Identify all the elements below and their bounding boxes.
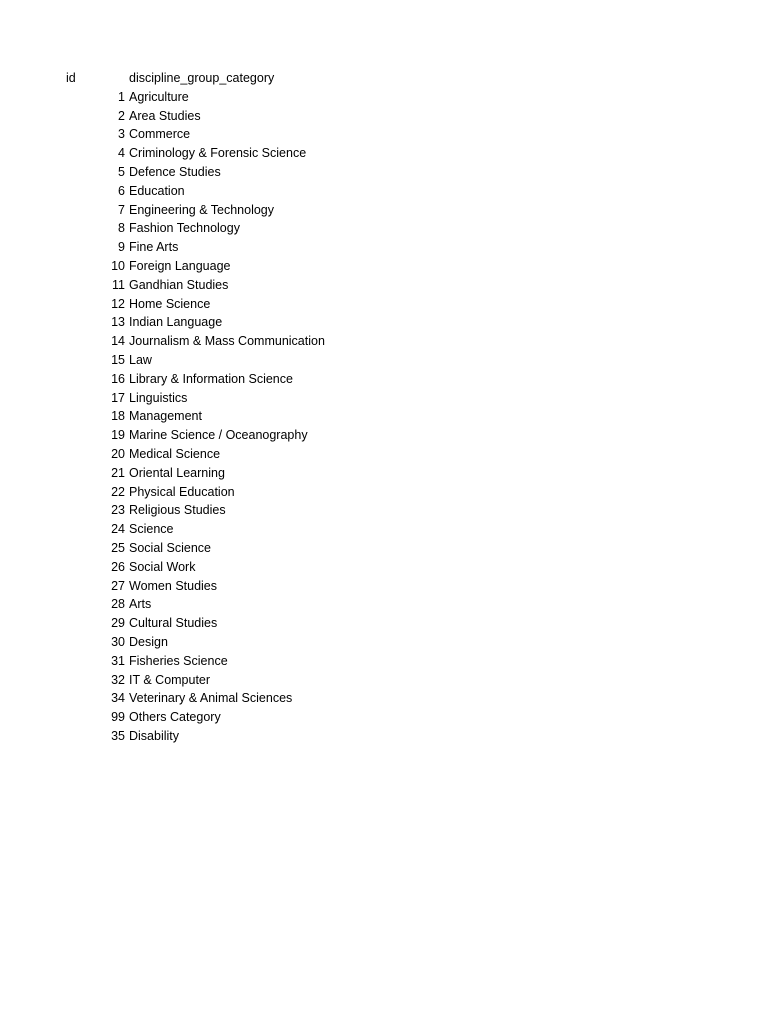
row-category-cell: Indian Language bbox=[129, 315, 223, 330]
table-row bbox=[0, 276, 768, 295]
row-category-cell: Home Science bbox=[129, 296, 211, 311]
row-id-cell: 18 bbox=[111, 409, 125, 424]
table-row bbox=[0, 257, 768, 276]
row-id-cell: 6 bbox=[118, 183, 125, 198]
table-row bbox=[0, 88, 768, 107]
row-id-cell: 19 bbox=[111, 428, 125, 443]
row-category-cell: Foreign Language bbox=[129, 258, 231, 273]
row-category-cell: Agriculture bbox=[129, 89, 189, 104]
table-row bbox=[0, 426, 768, 445]
table-row bbox=[0, 689, 768, 708]
table-header-row bbox=[0, 69, 768, 88]
row-category-cell: Fashion Technology bbox=[129, 221, 240, 236]
row-id-cell: 27 bbox=[111, 578, 125, 593]
row-category-cell: Journalism & Mass Communication bbox=[129, 334, 325, 349]
table-row bbox=[0, 727, 768, 746]
column-header-id: id bbox=[66, 71, 76, 85]
table-row bbox=[0, 577, 768, 596]
table-row bbox=[0, 595, 768, 614]
table-row bbox=[0, 219, 768, 238]
row-id-cell: 3 bbox=[118, 127, 125, 142]
row-category-cell: Oriental Learning bbox=[129, 465, 225, 480]
row-category-cell: Linguistics bbox=[129, 390, 188, 405]
table-row bbox=[0, 633, 768, 652]
row-category-cell: IT & Computer bbox=[129, 672, 211, 687]
row-id-cell: 34 bbox=[111, 691, 125, 706]
row-category-cell: Others Category bbox=[129, 710, 221, 725]
row-id-cell: 23 bbox=[111, 503, 125, 518]
row-category-cell: Social Science bbox=[129, 540, 211, 555]
row-category-cell: Fisheries Science bbox=[129, 653, 228, 668]
row-category-cell: Veterinary & Animal Sciences bbox=[129, 691, 293, 706]
row-category-cell: Law bbox=[129, 352, 152, 367]
row-id-cell: 14 bbox=[111, 334, 125, 349]
table-row bbox=[0, 238, 768, 257]
row-category-cell: Education bbox=[129, 183, 185, 198]
row-id-cell: 7 bbox=[118, 202, 125, 217]
row-id-cell: 13 bbox=[111, 315, 125, 330]
table-row bbox=[0, 313, 768, 332]
table-row bbox=[0, 370, 768, 389]
row-category-cell: Engineering & Technology bbox=[129, 202, 275, 217]
table-row bbox=[0, 182, 768, 201]
row-id-cell: 17 bbox=[111, 390, 125, 405]
table-row bbox=[0, 520, 768, 539]
row-id-cell: 31 bbox=[111, 653, 125, 668]
row-category-cell: Arts bbox=[129, 597, 152, 612]
table-row bbox=[0, 558, 768, 577]
row-category-cell: Medical Science bbox=[129, 446, 221, 461]
row-id-cell: 25 bbox=[111, 540, 125, 555]
row-category-cell: Social Work bbox=[129, 559, 196, 574]
table-row bbox=[0, 351, 768, 370]
row-id-cell: 16 bbox=[111, 371, 125, 386]
table-row bbox=[0, 144, 768, 163]
table-row bbox=[0, 389, 768, 408]
row-id-cell: 28 bbox=[111, 597, 125, 612]
row-id-cell: 1 bbox=[118, 89, 125, 104]
row-id-cell: 9 bbox=[118, 240, 125, 255]
row-category-cell: Disability bbox=[129, 728, 180, 743]
table-row bbox=[0, 445, 768, 464]
row-id-cell: 11 bbox=[112, 277, 125, 292]
row-id-cell: 26 bbox=[111, 559, 125, 574]
table-row bbox=[0, 483, 768, 502]
row-category-cell: Religious Studies bbox=[129, 503, 226, 518]
row-category-cell: Design bbox=[129, 634, 168, 649]
row-id-cell: 15 bbox=[111, 352, 125, 367]
row-id-cell: 4 bbox=[118, 146, 125, 161]
row-id-cell: 20 bbox=[111, 446, 125, 461]
table-row bbox=[0, 163, 768, 182]
row-category-cell: Women Studies bbox=[129, 578, 218, 593]
row-id-cell: 21 bbox=[111, 465, 125, 480]
row-category-cell: Cultural Studies bbox=[129, 616, 218, 631]
table-row bbox=[0, 407, 768, 426]
table-body bbox=[0, 88, 768, 746]
row-category-cell: Marine Science / Oceanography bbox=[129, 428, 308, 443]
row-id-cell: 35 bbox=[111, 728, 125, 743]
row-id-cell: 30 bbox=[111, 634, 125, 649]
row-category-cell: Fine Arts bbox=[129, 240, 179, 255]
row-id-cell: 2 bbox=[118, 108, 125, 123]
table-row bbox=[0, 125, 768, 144]
table-row bbox=[0, 332, 768, 351]
row-category-cell: Commerce bbox=[129, 127, 191, 142]
table-row bbox=[0, 464, 768, 483]
table-row bbox=[0, 614, 768, 633]
row-category-cell: Physical Education bbox=[129, 484, 235, 499]
row-category-cell: Defence Studies bbox=[129, 164, 221, 179]
table-row bbox=[0, 652, 768, 671]
table-row bbox=[0, 295, 768, 314]
row-id-cell: 32 bbox=[111, 672, 125, 687]
row-id-cell: 12 bbox=[111, 296, 125, 311]
table-row bbox=[0, 501, 768, 520]
row-id-cell: 99 bbox=[111, 710, 125, 725]
row-category-cell: Management bbox=[129, 409, 202, 424]
row-category-cell: Area Studies bbox=[129, 108, 201, 123]
row-category-cell: Library & Information Science bbox=[129, 371, 293, 386]
row-id-cell: 22 bbox=[111, 484, 125, 499]
row-category-cell: Science bbox=[129, 522, 174, 537]
row-id-cell: 8 bbox=[118, 221, 125, 236]
table-row bbox=[0, 201, 768, 220]
row-category-cell: Gandhian Studies bbox=[129, 277, 229, 292]
row-id-cell: 29 bbox=[111, 616, 125, 631]
row-category-cell: Criminology & Forensic Science bbox=[129, 146, 307, 161]
row-id-cell: 24 bbox=[111, 522, 125, 537]
discipline-table bbox=[0, 69, 768, 746]
table-row bbox=[0, 107, 768, 126]
column-header-category: discipline_group_category bbox=[129, 71, 275, 85]
row-id-cell: 10 bbox=[111, 258, 125, 273]
row-id-cell: 5 bbox=[118, 164, 125, 179]
table-row bbox=[0, 708, 768, 727]
table-row bbox=[0, 671, 768, 690]
table-row bbox=[0, 539, 768, 558]
